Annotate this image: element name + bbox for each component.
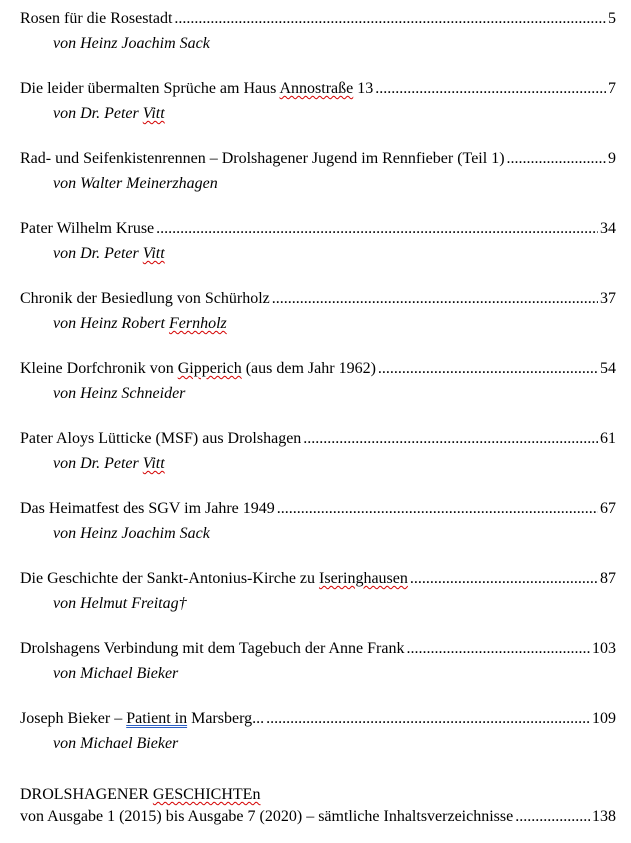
- dot-leader: [272, 288, 598, 310]
- title-text: Die leider übermalten Sprüche am Haus: [20, 80, 280, 97]
- toc-page-number: 61: [600, 430, 616, 447]
- toc-entry: [20, 78, 616, 148]
- title-text: Die Geschichte der Sankt-Antonius-Kirche zu: [20, 570, 320, 587]
- toc-author: von Helmut Freitag†: [53, 595, 187, 612]
- spellcheck-word: Annostraße: [279, 80, 354, 97]
- toc-title: [20, 358, 376, 380]
- spellcheck-word: GESCHICHTEn: [152, 786, 261, 803]
- toc-line: [20, 806, 616, 828]
- toc-entry: [20, 148, 616, 218]
- toc-page-number: 109: [592, 710, 616, 727]
- toc-title: Pater Aloys Lütticke (MSF) aus Drolshagen: [20, 430, 302, 447]
- spellcheck-word: Fernholz: [168, 315, 227, 332]
- toc-title: Chronik der Besiedlung von Schürholz: [20, 290, 270, 307]
- toc-footer: [20, 784, 616, 828]
- title-text: (aus dem Jahr 1962): [241, 360, 376, 377]
- toc-title: Rad- und Seifenkistenrennen – Drolshagener Jugend im Rennfieber (Teil 1): [20, 150, 505, 167]
- author-text: von Heinz Robert: [53, 315, 169, 332]
- spellcheck-word: Vitt: [142, 455, 165, 472]
- title-text: Joseph Bieker –: [20, 710, 127, 727]
- dot-leader: [375, 78, 606, 100]
- toc-entry: [20, 358, 616, 428]
- spellcheck-word: Gipperich: [177, 360, 242, 377]
- toc-line: [20, 288, 616, 310]
- toc-author: [20, 243, 616, 265]
- dot-leader: [378, 358, 598, 380]
- grammar-check-phrase: Patient in: [126, 710, 188, 727]
- toc-line: [20, 638, 616, 660]
- toc-page-number: 138: [592, 808, 616, 825]
- toc-line: [20, 218, 616, 240]
- table-of-contents: [20, 8, 616, 778]
- toc-entry: [20, 568, 616, 638]
- dot-leader: [266, 708, 590, 730]
- toc-page-number: 7: [608, 80, 616, 97]
- title-text: Marsberg...: [187, 710, 265, 727]
- toc-title: Pater Wilhelm Kruse: [20, 220, 155, 237]
- series-heading: [20, 784, 616, 806]
- dot-leader: [507, 148, 606, 170]
- toc-title: [20, 568, 408, 590]
- toc-title: Drolshagens Verbindung mit dem Tagebuch der Anne Frank: [20, 640, 405, 657]
- dot-leader: [277, 498, 598, 520]
- toc-author: [20, 103, 616, 125]
- toc-author: von Walter Meinerzhagen: [53, 175, 218, 192]
- toc-page-number: 9: [608, 150, 616, 167]
- toc-line: [20, 428, 616, 450]
- toc-author: von Michael Bieker: [53, 665, 179, 682]
- toc-entry: [20, 498, 616, 568]
- toc-author: von Heinz Schneider: [53, 385, 186, 402]
- toc-line: [20, 78, 616, 100]
- toc-page-number: 34: [600, 220, 616, 237]
- author-text: von Dr. Peter: [53, 455, 143, 472]
- toc-entry: [20, 288, 616, 358]
- toc-page-number: 87: [600, 570, 616, 587]
- dot-leader: [406, 638, 590, 660]
- toc-line: [20, 568, 616, 590]
- toc-title: Rosen für die Rosestadt: [20, 10, 173, 27]
- toc-author: von Heinz Joachim Sack: [53, 35, 210, 52]
- toc-line: [20, 498, 616, 520]
- toc-title: von Ausgabe 1 (2015) bis Ausgabe 7 (2020) – sämtliche Inhaltsverzeichnisse: [20, 808, 514, 825]
- toc-page-number: 5: [608, 10, 616, 27]
- toc-line: [20, 8, 616, 30]
- toc-title: [20, 78, 373, 100]
- heading-text: DROLSHAGENER: [20, 786, 153, 803]
- toc-author: [20, 313, 616, 335]
- title-text: Kleine Dorfchronik von: [20, 360, 178, 377]
- toc-title: Das Heimatfest des SGV im Jahre 1949: [20, 500, 275, 517]
- dot-leader: [303, 428, 598, 450]
- toc-page-number: 67: [600, 500, 616, 517]
- toc-page-number: 37: [600, 290, 616, 307]
- toc-entry: [20, 8, 616, 78]
- dot-leader: [156, 218, 598, 240]
- toc-entry: [20, 218, 616, 288]
- spellcheck-word: Vitt: [142, 105, 165, 122]
- toc-page-number: 103: [592, 640, 616, 657]
- toc-entry: [20, 428, 616, 498]
- toc-page-number: 54: [600, 360, 616, 377]
- author-text: von Dr. Peter: [53, 105, 143, 122]
- toc-entry: [20, 708, 616, 778]
- dot-leader: [174, 8, 606, 30]
- toc-author: von Michael Bieker: [53, 735, 179, 752]
- dot-leader: [410, 568, 598, 590]
- toc-author: [20, 453, 616, 475]
- spellcheck-word: Iseringhausen: [319, 570, 408, 587]
- spellcheck-word: Vitt: [142, 245, 165, 262]
- toc-line: [20, 358, 616, 380]
- dot-leader: [515, 806, 590, 828]
- toc-line: [20, 148, 616, 170]
- author-text: von Dr. Peter: [53, 245, 143, 262]
- title-text: 13: [353, 80, 374, 97]
- toc-line: [20, 708, 616, 730]
- toc-title: [20, 708, 264, 730]
- toc-entry: [20, 638, 616, 708]
- toc-author: von Heinz Joachim Sack: [53, 525, 210, 542]
